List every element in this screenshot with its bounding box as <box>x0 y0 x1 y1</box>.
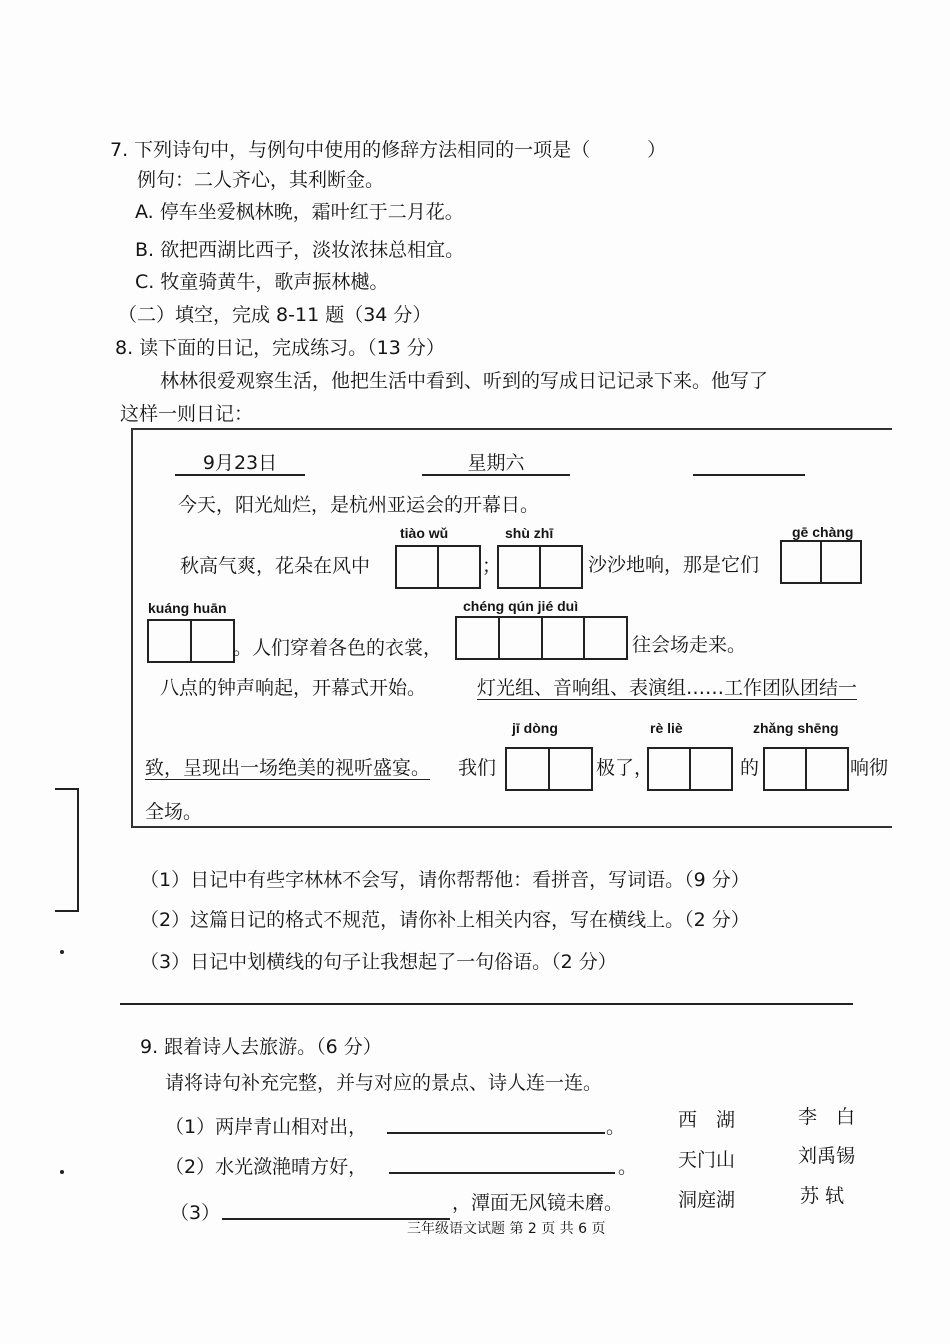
diary-line-6: 全场。 <box>145 801 203 823</box>
diary-line-2c: 沙沙地响，那是它们 <box>588 554 760 576</box>
semicolon: ； <box>482 555 502 577</box>
underlined-sentence-2: 致，呈现出一场绝美的视听盛宴。 <box>145 757 431 779</box>
poet-libai: 李 白 <box>798 1106 856 1128</box>
answer-box-gechang[interactable] <box>780 540 862 584</box>
diary-line-4a: 八点的钟声响起，开幕式开始。 <box>160 677 427 699</box>
q8-intro: 林林很爱观察生活，他把生活中看到、听到的写成日记记录下来。他写了 <box>160 370 769 392</box>
answer-box-relie[interactable] <box>647 747 733 791</box>
pinyin-kuanghuan: kuáng huān <box>148 600 227 616</box>
q7-option-a: A. 停车坐爱枫林晚，霜叶红于二月花。 <box>135 201 464 223</box>
underlined-sentence: 灯光组、音响组、表演组……工作团队团结一 <box>477 677 858 699</box>
diary-weekday[interactable] <box>422 452 570 476</box>
weather-blank[interactable] <box>693 452 805 476</box>
period: 。 <box>618 1156 638 1178</box>
pinyin-tiaowu: tiào wǔ <box>400 525 449 541</box>
q8-sub-2: （2）这篇日记的格式不规范，请你补上相关内容，写在横线上。（2 分） <box>140 909 750 931</box>
poem-2: （2）水光潋滟晴方好， <box>165 1156 368 1178</box>
answer-box-jidong[interactable] <box>505 747 593 791</box>
section-heading: （二）填空，完成 8-11 题（34 分） <box>118 304 432 326</box>
diary-line-3b: 往会场走来。 <box>632 634 747 656</box>
diary-date[interactable] <box>175 452 305 476</box>
diary-line-2a: 秋高气爽，花朵在风中 <box>180 555 371 577</box>
poem-3-number: （3） <box>170 1202 221 1224</box>
place-xihu: 西 湖 <box>678 1109 736 1131</box>
q8-sub-1: （1）日记中有些字林林不会写，请你帮帮他：看拼音，写词语。（9 分） <box>140 869 750 891</box>
diary-line-3a: 。人们穿着各色的衣裳， <box>233 637 443 659</box>
poem-2-blank[interactable] <box>389 1172 615 1174</box>
answer-line-proverb[interactable] <box>120 1003 853 1005</box>
poem-3: ，潭面无风镜未磨。 <box>452 1192 624 1214</box>
answer-box-shuzhi[interactable] <box>497 545 583 589</box>
q7-example: 例句：二人齐心，其利断金。 <box>137 169 385 191</box>
scan-dot <box>60 950 64 954</box>
page-footer: 三年级语文试题 第 2 页 共 6 页 <box>407 1221 606 1237</box>
poem-1-blank[interactable] <box>387 1132 605 1134</box>
diary-text-xiangche: 响彻 <box>850 757 889 779</box>
weekday-text: 星期六 <box>467 452 525 474</box>
pinyin-jidong: jī dòng <box>512 720 558 736</box>
date-text: 9月23日 <box>202 452 278 474</box>
answer-box-kuanghuan[interactable] <box>147 619 235 663</box>
scan-dot <box>60 1170 64 1174</box>
diary-line-1: 今天，阳光灿烂，是杭州亚运会的开幕日。 <box>178 494 540 516</box>
q9-title: 9. 跟着诗人去旅游。（6 分） <box>140 1036 382 1058</box>
place-tianmenshan: 天门山 <box>678 1149 736 1171</box>
poet-sushi: 苏 轼 <box>800 1185 845 1207</box>
q8-sub-3: （3）日记中划横线的句子让我想起了一句俗语。（2 分） <box>140 951 617 973</box>
pinyin-relie: rè liè <box>650 720 683 736</box>
margin-bracket <box>55 788 79 912</box>
pinyin-chengqunjiedui: chéng qún jié duì <box>463 598 579 614</box>
poem-1: （1）两岸青山相对出， <box>165 1116 368 1138</box>
q7-title: 7. 下列诗句中，与例句中使用的修辞方法相同的一项是（ ） <box>110 139 667 161</box>
period: 。 <box>606 1116 626 1138</box>
place-dongtinghu: 洞庭湖 <box>678 1189 736 1211</box>
q7-option-b: B. 欲把西湖比西子，淡妆浓抹总相宜。 <box>135 239 465 261</box>
diary-text-jile: 极了， <box>596 757 654 779</box>
pinyin-gechang: gē chàng <box>792 524 854 540</box>
pinyin-zhangsheng: zhǎng shēng <box>753 720 839 736</box>
answer-box-chengqunjiedui[interactable] <box>455 616 628 660</box>
poet-liuyuxi: 刘禹锡 <box>798 1145 856 1167</box>
answer-box-tiaowu[interactable] <box>395 545 481 589</box>
q8-title: 8. 读下面的日记，完成练习。（13 分） <box>115 337 445 359</box>
q7-option-c: C. 牧童骑黄牛，歌声振林樾。 <box>135 271 389 293</box>
q9-instruction: 请将诗句补充完整，并与对应的景点、诗人连一连。 <box>165 1072 603 1094</box>
q8-intro-2: 这样一则日记： <box>120 403 254 425</box>
diary-text-women: 我们 <box>458 757 497 779</box>
answer-box-zhangsheng[interactable] <box>763 747 849 791</box>
pinyin-shuzhi: shù zhī <box>505 525 554 541</box>
diary-text-de: 的 <box>740 757 760 779</box>
